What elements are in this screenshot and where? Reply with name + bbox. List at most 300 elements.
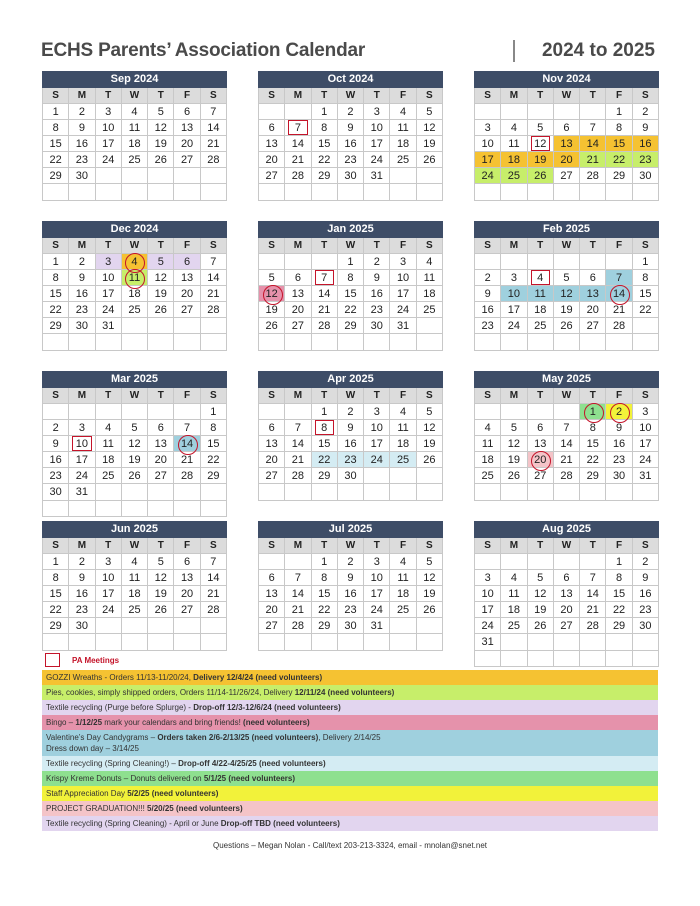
empty-day-cell: [501, 334, 527, 350]
month-aug-2025: [474, 521, 659, 667]
year-range: 2024 to 2025: [541, 40, 655, 61]
day-cell: 16: [69, 136, 95, 152]
empty-day-cell: [580, 634, 606, 650]
empty-day-cell: [43, 501, 69, 517]
day-cell: 19: [122, 452, 148, 468]
day-cell: 17: [364, 136, 390, 152]
weekday-label: W: [122, 88, 148, 104]
day-cell: 11: [390, 570, 416, 586]
weekday-label: S: [259, 388, 285, 404]
weekday-label: F: [390, 388, 416, 404]
event-text: 5/1/25 (need volunteers): [203, 774, 296, 783]
day-cell: 23: [633, 602, 659, 618]
day-cell: 25: [475, 468, 501, 484]
day-cell: 3: [501, 270, 527, 286]
day-cell: 22: [606, 152, 632, 168]
day-cell: 20: [554, 152, 580, 168]
day-cell: 27: [285, 318, 311, 334]
day-cell: 14: [580, 586, 606, 602]
day-cell: 24: [633, 452, 659, 468]
day-cell: 5: [501, 420, 527, 436]
day-cell: 6: [259, 420, 285, 436]
weekday-label: F: [174, 538, 200, 554]
weekday-label: F: [606, 388, 632, 404]
day-cell: 26: [528, 168, 554, 184]
day-cell: 21: [201, 586, 227, 602]
month-days-grid: [42, 88, 227, 201]
day-cell: 30: [69, 618, 95, 634]
empty-day-cell: [475, 184, 501, 200]
event-text: (need volunteers): [243, 718, 310, 727]
weekday-label: S: [475, 88, 501, 104]
empty-day-cell: [475, 254, 501, 270]
day-cell: 27: [259, 618, 285, 634]
month-title: Jul 2025: [258, 521, 443, 538]
day-cell: 26: [259, 318, 285, 334]
legend-label: PA Meetings: [72, 655, 120, 665]
day-cell-event: 20: [528, 452, 554, 468]
month-title: Jan 2025: [258, 221, 443, 238]
empty-day-cell: [174, 184, 200, 200]
weekday-label: M: [69, 88, 95, 104]
day-cell: 10: [96, 570, 122, 586]
day-cell: 16: [43, 452, 69, 468]
weekday-label: S: [633, 88, 659, 104]
day-cell: 6: [259, 570, 285, 586]
day-cell-pa-meeting: 8: [312, 420, 338, 436]
day-cell: 23: [69, 602, 95, 618]
empty-day-cell: [554, 634, 580, 650]
day-cell: 5: [417, 104, 443, 120]
event-text: Textile recycling (Spring Cleaning) - April or June: [46, 819, 221, 828]
empty-day-cell: [312, 184, 338, 200]
weekday-label: S: [417, 538, 443, 554]
day-cell: 1: [312, 554, 338, 570]
day-cell: 11: [390, 120, 416, 136]
day-cell: 16: [633, 136, 659, 152]
weekday-label: W: [122, 238, 148, 254]
empty-day-cell: [554, 334, 580, 350]
day-cell: 3: [69, 420, 95, 436]
day-cell: 8: [580, 420, 606, 436]
day-cell: 13: [174, 270, 200, 286]
weekday-label: S: [43, 238, 69, 254]
empty-day-cell: [201, 318, 227, 334]
day-cell: 8: [43, 570, 69, 586]
day-cell: 22: [43, 302, 69, 318]
empty-day-cell: [312, 634, 338, 650]
day-cell: 7: [285, 570, 311, 586]
day-cell: 10: [390, 270, 416, 286]
empty-day-cell: [259, 554, 285, 570]
day-cell: 23: [43, 468, 69, 484]
day-cell: 25: [96, 468, 122, 484]
day-cell: 15: [43, 286, 69, 302]
day-cell: 19: [528, 602, 554, 618]
weekday-label: T: [148, 238, 174, 254]
empty-day-cell: [554, 254, 580, 270]
day-cell: 11: [417, 270, 443, 286]
day-cell: 1: [606, 104, 632, 120]
day-cell: 27: [554, 168, 580, 184]
empty-day-cell: [417, 634, 443, 650]
weekday-label: W: [338, 88, 364, 104]
month-feb-2025: [474, 221, 659, 351]
day-cell: 15: [606, 136, 632, 152]
day-cell: 19: [148, 286, 174, 302]
day-cell: 2: [338, 104, 364, 120]
event-text: Drop-off 12/3-12/6/24 (need volunteers): [193, 703, 341, 712]
day-cell: 5: [528, 120, 554, 136]
day-cell: 24: [501, 318, 527, 334]
day-cell: 5: [148, 554, 174, 570]
day-cell: 3: [633, 404, 659, 420]
day-cell: 23: [633, 152, 659, 168]
day-cell: 25: [528, 318, 554, 334]
empty-day-cell: [96, 404, 122, 420]
day-cell: 17: [475, 152, 501, 168]
weekday-label: W: [554, 238, 580, 254]
day-cell: 26: [148, 602, 174, 618]
day-cell: 20: [259, 152, 285, 168]
empty-day-cell: [501, 634, 527, 650]
empty-day-cell: [606, 254, 632, 270]
day-cell: 4: [417, 254, 443, 270]
empty-day-cell: [580, 104, 606, 120]
weekday-label: M: [285, 238, 311, 254]
day-cell: 31: [96, 318, 122, 334]
day-cell: 13: [259, 586, 285, 602]
day-cell: 30: [338, 468, 364, 484]
day-cell-event: 14: [606, 286, 632, 302]
weekday-label: T: [96, 538, 122, 554]
empty-day-cell: [606, 484, 632, 500]
day-cell: 19: [554, 302, 580, 318]
month-title: Sep 2024: [42, 71, 227, 88]
day-cell-pa-meeting: 7: [312, 270, 338, 286]
empty-day-cell: [606, 184, 632, 200]
weekday-label: S: [201, 88, 227, 104]
day-cell: 9: [633, 570, 659, 586]
day-cell: 8: [338, 270, 364, 286]
day-cell: 15: [312, 136, 338, 152]
empty-day-cell: [501, 554, 527, 570]
day-cell: 2: [338, 554, 364, 570]
empty-day-cell: [417, 168, 443, 184]
empty-day-cell: [259, 254, 285, 270]
day-cell: 9: [69, 120, 95, 136]
day-cell: 16: [338, 436, 364, 452]
day-cell: 26: [417, 602, 443, 618]
weekday-label: T: [312, 238, 338, 254]
day-cell: 30: [364, 318, 390, 334]
day-cell: 22: [312, 152, 338, 168]
day-cell: 7: [606, 270, 632, 286]
day-cell: 24: [390, 302, 416, 318]
day-cell: 20: [148, 452, 174, 468]
empty-day-cell: [96, 168, 122, 184]
day-cell: 10: [364, 570, 390, 586]
day-cell: 24: [96, 152, 122, 168]
day-cell: 9: [338, 420, 364, 436]
weekday-label: F: [174, 388, 200, 404]
day-cell: 20: [554, 602, 580, 618]
day-cell: 20: [259, 452, 285, 468]
day-cell: 8: [201, 420, 227, 436]
day-cell: 31: [364, 618, 390, 634]
empty-day-cell: [201, 634, 227, 650]
day-cell: 27: [580, 318, 606, 334]
day-cell: 1: [43, 554, 69, 570]
day-cell: 8: [312, 570, 338, 586]
day-cell: 12: [554, 286, 580, 302]
day-cell: 7: [580, 570, 606, 586]
empty-day-cell: [312, 484, 338, 500]
day-cell: 12: [148, 570, 174, 586]
day-cell: 20: [285, 302, 311, 318]
empty-day-cell: [201, 334, 227, 350]
empty-day-cell: [417, 318, 443, 334]
weekday-label: T: [580, 238, 606, 254]
event-text: , Delivery 2/14/25: [318, 733, 381, 742]
day-cell: 20: [174, 136, 200, 152]
weekday-label: F: [390, 88, 416, 104]
day-cell: 1: [633, 254, 659, 270]
day-cell: 15: [580, 436, 606, 452]
day-cell: 11: [122, 570, 148, 586]
event-text: 5/20/25 (need volunteers): [147, 804, 243, 813]
day-cell: 26: [501, 468, 527, 484]
day-cell: 26: [417, 452, 443, 468]
day-cell: 21: [580, 152, 606, 168]
weekday-label: M: [69, 388, 95, 404]
empty-day-cell: [122, 318, 148, 334]
weekday-label: T: [148, 88, 174, 104]
empty-day-cell: [633, 334, 659, 350]
day-cell: 14: [285, 586, 311, 602]
day-cell: 5: [148, 104, 174, 120]
day-cell: 11: [528, 286, 554, 302]
day-cell: 2: [475, 270, 501, 286]
day-cell: 30: [338, 168, 364, 184]
day-cell: 3: [364, 404, 390, 420]
day-cell: 23: [364, 302, 390, 318]
day-cell: 4: [390, 404, 416, 420]
empty-day-cell: [475, 104, 501, 120]
day-cell: 18: [501, 152, 527, 168]
empty-day-cell: [96, 634, 122, 650]
empty-day-cell: [580, 254, 606, 270]
empty-day-cell: [201, 501, 227, 517]
meeting-box-swatch: [45, 653, 60, 667]
day-cell: 13: [259, 136, 285, 152]
empty-day-cell: [554, 184, 580, 200]
weekday-label: S: [633, 388, 659, 404]
month-jul-2025: [258, 521, 443, 651]
month-days-grid: [42, 388, 227, 517]
empty-day-cell: [417, 184, 443, 200]
empty-day-cell: [174, 634, 200, 650]
weekday-label: M: [285, 388, 311, 404]
empty-day-cell: [96, 484, 122, 500]
empty-day-cell: [338, 334, 364, 350]
day-cell: 10: [96, 270, 122, 286]
calendar-header: [41, 38, 659, 68]
empty-day-cell: [122, 168, 148, 184]
day-cell: 9: [606, 420, 632, 436]
day-cell-pa-meeting: 7: [285, 120, 311, 136]
weekday-label: S: [43, 538, 69, 554]
day-cell: 23: [475, 318, 501, 334]
day-cell: 13: [554, 136, 580, 152]
event-row: [42, 715, 658, 730]
day-cell: 14: [201, 120, 227, 136]
empty-day-cell: [201, 184, 227, 200]
weekday-label: S: [475, 538, 501, 554]
day-cell: 21: [580, 602, 606, 618]
day-cell: 1: [312, 404, 338, 420]
empty-day-cell: [580, 334, 606, 350]
day-cell: 29: [338, 318, 364, 334]
empty-day-cell: [201, 618, 227, 634]
day-cell: 21: [174, 452, 200, 468]
weekday-label: T: [312, 88, 338, 104]
month-nov-2024: [474, 71, 659, 201]
weekday-label: T: [528, 538, 554, 554]
day-cell-event: 2: [606, 404, 632, 420]
day-cell: 26: [417, 152, 443, 168]
day-cell: 7: [201, 554, 227, 570]
weekday-label: S: [475, 388, 501, 404]
day-cell: 22: [633, 302, 659, 318]
day-cell: 6: [174, 254, 200, 270]
header-divider: [513, 40, 515, 62]
page-title: ECHS Parents’ Association Calendar: [41, 40, 366, 61]
empty-day-cell: [285, 484, 311, 500]
day-cell: 27: [174, 302, 200, 318]
weekday-label: T: [96, 388, 122, 404]
day-cell: 20: [259, 602, 285, 618]
empty-day-cell: [606, 334, 632, 350]
day-cell: 11: [501, 586, 527, 602]
month-title: Mar 2025: [42, 371, 227, 388]
day-cell: 2: [633, 104, 659, 120]
day-cell: 28: [201, 152, 227, 168]
weekday-label: W: [554, 388, 580, 404]
month-days-grid: [474, 538, 659, 667]
day-cell: 18: [475, 452, 501, 468]
event-text: 12/11/24 (need volunteers): [294, 688, 395, 697]
weekday-label: W: [122, 538, 148, 554]
weekday-label: S: [43, 388, 69, 404]
empty-day-cell: [96, 184, 122, 200]
day-cell: 29: [312, 618, 338, 634]
weekday-label: M: [501, 238, 527, 254]
empty-day-cell: [417, 618, 443, 634]
day-cell: 29: [606, 168, 632, 184]
day-cell: 17: [390, 286, 416, 302]
day-cell: 27: [554, 618, 580, 634]
empty-day-cell: [338, 484, 364, 500]
event-row: [42, 771, 658, 786]
day-cell: 22: [338, 302, 364, 318]
day-cell: 7: [285, 420, 311, 436]
empty-day-cell: [174, 501, 200, 517]
empty-day-cell: [148, 404, 174, 420]
day-cell-pa-meeting: 12: [528, 136, 554, 152]
day-cell: 30: [606, 468, 632, 484]
weekday-label: W: [338, 538, 364, 554]
empty-day-cell: [69, 334, 95, 350]
empty-day-cell: [528, 634, 554, 650]
weekday-label: T: [364, 388, 390, 404]
day-cell: 18: [390, 436, 416, 452]
day-cell: 27: [174, 152, 200, 168]
weekday-label: T: [148, 538, 174, 554]
empty-day-cell: [501, 104, 527, 120]
day-cell: 28: [580, 618, 606, 634]
day-cell: 28: [312, 318, 338, 334]
weekday-label: F: [174, 238, 200, 254]
day-cell: 13: [285, 286, 311, 302]
day-cell: 24: [475, 618, 501, 634]
day-cell: 16: [364, 286, 390, 302]
day-cell: 27: [528, 468, 554, 484]
month-title: Feb 2025: [474, 221, 659, 238]
day-cell: 25: [122, 302, 148, 318]
empty-day-cell: [501, 184, 527, 200]
day-cell: 31: [364, 168, 390, 184]
day-cell: 29: [43, 618, 69, 634]
day-cell: 21: [606, 302, 632, 318]
weekday-label: M: [69, 538, 95, 554]
empty-day-cell: [364, 468, 390, 484]
day-cell: 19: [417, 436, 443, 452]
day-cell: 7: [201, 254, 227, 270]
month-days-grid: [42, 238, 227, 351]
weekday-label: S: [201, 538, 227, 554]
empty-day-cell: [96, 501, 122, 517]
day-cell: 19: [148, 136, 174, 152]
day-cell: 28: [285, 618, 311, 634]
day-cell: 9: [69, 270, 95, 286]
day-cell: 29: [580, 468, 606, 484]
weekday-label: S: [43, 88, 69, 104]
empty-day-cell: [417, 468, 443, 484]
empty-day-cell: [501, 254, 527, 270]
event-row: [42, 816, 658, 831]
day-cell: 2: [338, 404, 364, 420]
day-cell: 3: [96, 554, 122, 570]
day-cell: 25: [390, 602, 416, 618]
day-cell: 8: [312, 120, 338, 136]
day-cell: 23: [606, 452, 632, 468]
day-cell: 17: [96, 286, 122, 302]
weekday-label: M: [285, 538, 311, 554]
day-cell: 9: [364, 270, 390, 286]
day-cell: 2: [69, 104, 95, 120]
day-cell: 29: [43, 168, 69, 184]
day-cell: 6: [580, 270, 606, 286]
weekday-label: W: [554, 88, 580, 104]
day-cell-pa-meeting: 4: [528, 270, 554, 286]
event-text-line2: Dress down day – 3/14/25: [46, 744, 139, 753]
empty-day-cell: [174, 618, 200, 634]
day-cell: 9: [43, 436, 69, 452]
event-text: 1/12/25: [75, 718, 103, 727]
day-cell: 16: [338, 586, 364, 602]
weekday-label: T: [528, 238, 554, 254]
